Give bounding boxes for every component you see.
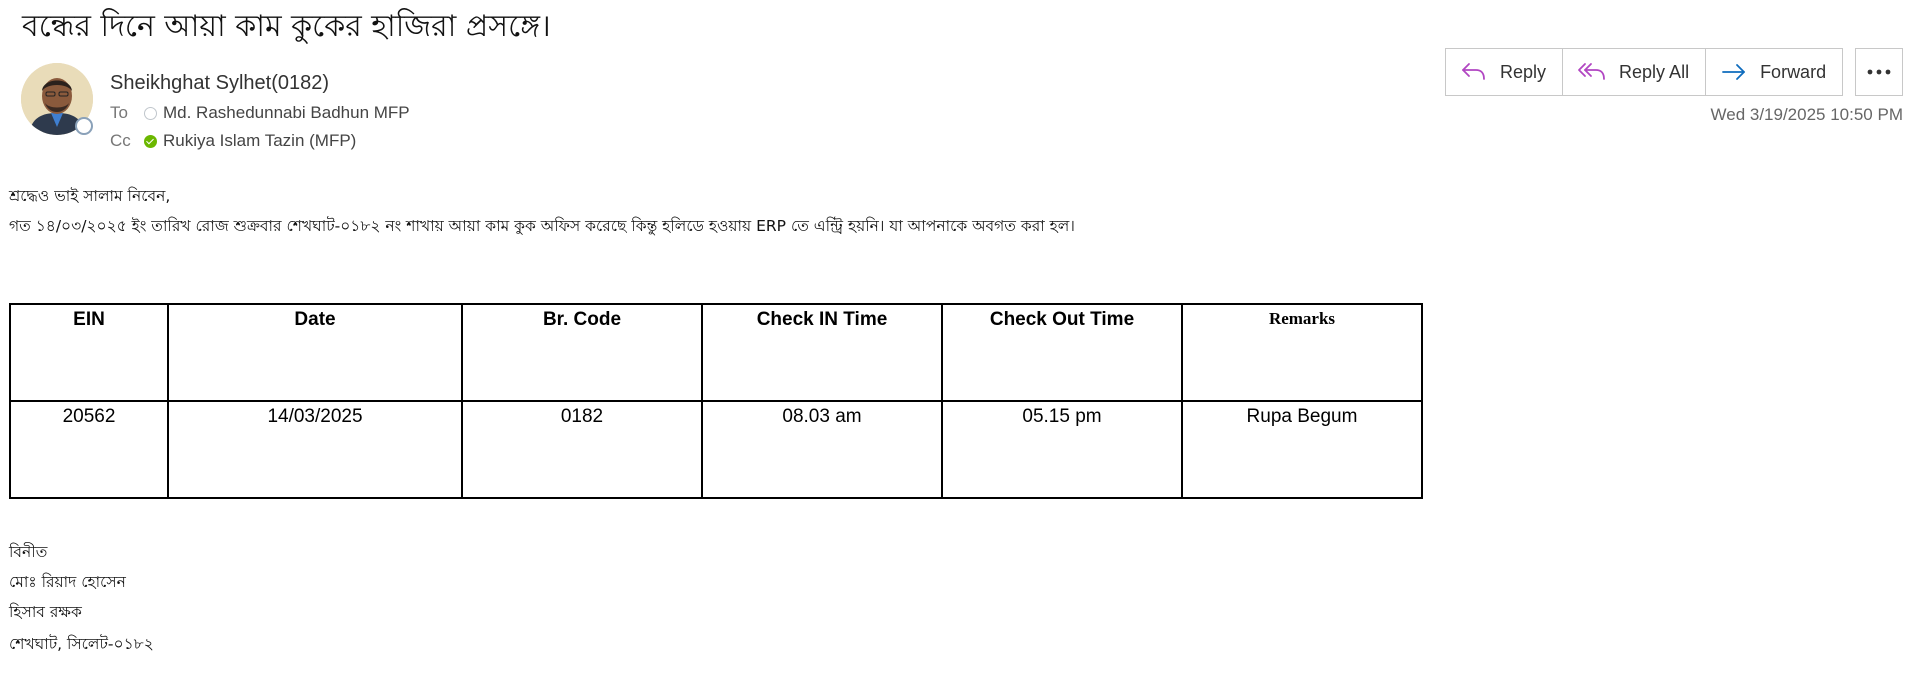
signature-closing: বিনীত bbox=[9, 543, 48, 561]
header-date: Date bbox=[168, 304, 462, 401]
header-br-code: Br. Code bbox=[462, 304, 702, 401]
more-icon bbox=[1866, 68, 1892, 76]
cell-ein: 20562 bbox=[10, 401, 168, 498]
offline-status-icon bbox=[144, 107, 157, 120]
reply-all-label: Reply All bbox=[1619, 61, 1690, 82]
cell-date: 14/03/2025 bbox=[168, 401, 462, 498]
header-remarks: Remarks bbox=[1182, 304, 1422, 401]
email-subject: বন্ধের দিনে আয়া কাম কুকের হাজিরা প্রসঙ্গে। bbox=[22, 9, 551, 44]
header-ein: EIN bbox=[10, 304, 168, 401]
to-recipient[interactable]: Md. Rashedunnabi Badhun MFP bbox=[163, 103, 410, 122]
signature-designation: হিসাব রক্ষক bbox=[9, 603, 82, 621]
reply-all-icon bbox=[1577, 61, 1607, 83]
presence-status-icon bbox=[75, 117, 93, 135]
cc-recipient[interactable]: Rukiya Islam Tazin (MFP) bbox=[163, 131, 357, 150]
header-check-in-time: Check IN Time bbox=[702, 304, 942, 401]
sender-name[interactable]: Sheikhghat Sylhet(0182) bbox=[110, 72, 330, 94]
table-row bbox=[10, 401, 1422, 498]
signature-branch: শেখঘাট, সিলেট-০১৮২ bbox=[9, 635, 154, 653]
table-header-row bbox=[10, 304, 1422, 401]
header-check-out-time: Check Out Time bbox=[942, 304, 1182, 401]
body-greeting: শ্রদ্ধেও ভাই সালাম নিবেন, bbox=[9, 187, 171, 205]
cc-row bbox=[110, 131, 356, 151]
message-actions-toolbar bbox=[1445, 48, 1843, 96]
more-actions-button[interactable] bbox=[1855, 48, 1903, 96]
reply-label: Reply bbox=[1500, 61, 1547, 82]
forward-button[interactable] bbox=[1706, 49, 1842, 95]
cc-label: Cc bbox=[110, 131, 131, 150]
message-timestamp: Wed 3/19/2025 10:50 PM bbox=[1710, 105, 1903, 124]
forward-label: Forward bbox=[1760, 61, 1827, 82]
to-label: To bbox=[110, 103, 128, 122]
attendance-table bbox=[9, 303, 1423, 499]
cell-check-out-time: 05.15 pm bbox=[942, 401, 1182, 498]
online-status-icon bbox=[144, 135, 157, 148]
reply-button[interactable] bbox=[1446, 49, 1563, 95]
to-row bbox=[110, 103, 410, 123]
reply-icon bbox=[1460, 61, 1488, 83]
reply-all-button[interactable] bbox=[1563, 49, 1706, 95]
cell-br-code: 0182 bbox=[462, 401, 702, 498]
forward-icon bbox=[1720, 61, 1748, 83]
cell-check-in-time: 08.03 am bbox=[702, 401, 942, 498]
signature-name: মোঃ রিয়াদ হোসেন bbox=[9, 573, 126, 591]
body-paragraph: গত ১৪/০৩/২০২৫ ইং তারিখ রোজ শুক্রবার শেখঘাট-০১৮২ নং শাখায় আয়া কাম কুক অফিস করেছে কিন্তু হলিডে হওয়ায় ERP তে এন্ট্রি হয়নি। যা আপনাকে অবগত করা হল। bbox=[9, 217, 1075, 235]
cell-remarks: Rupa Begum bbox=[1182, 401, 1422, 498]
